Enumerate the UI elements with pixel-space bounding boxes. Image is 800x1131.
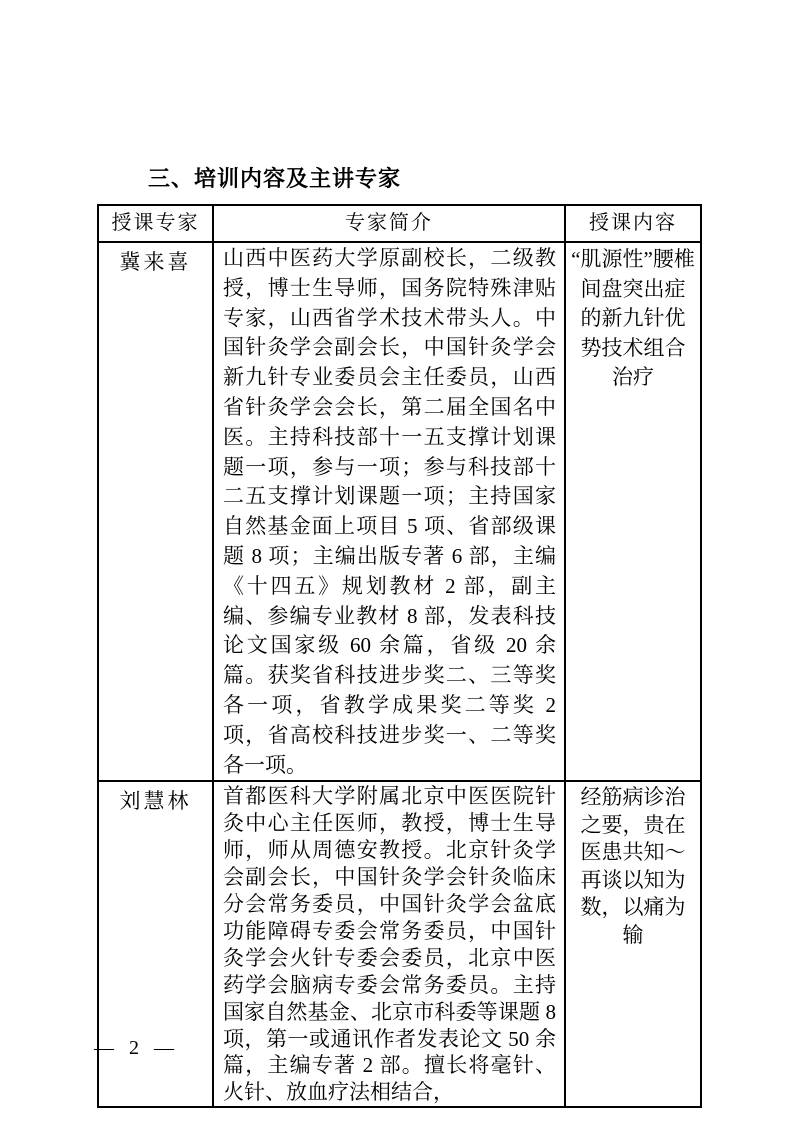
page-number: — 2 — [94, 1037, 174, 1059]
table-header-row [98, 205, 701, 242]
course-topic: 经筋病诊治之要，贵在医患共知～再谈以知为数，以痛为输 [565, 781, 701, 1107]
expert-name: 冀来喜 [98, 242, 213, 781]
course-topic: “肌源性”腰椎间盘突出症的新九针优势技术组合治疗 [565, 242, 701, 781]
table-row [98, 781, 701, 1107]
expert-bio: 首都医科大学附属北京中医医院针灸中心主任医师，教授，博士生导师，师从周德安教授。北京针灸学会副会长，中国针灸学会针灸临床分会常务委员，中国针灸学会盆底功能障碍专委会常务委员，中国针灸学会火针专委会委员，北京中医药学会脑病专委会常务委员。主持国家自然基金、北京市科委等课题 8 项，第一或通讯作者发表论文 50 余篇，主编专著 2 部。擅长将毫针、火针、放血疗法相结合， [213, 781, 565, 1107]
table-row [98, 242, 701, 781]
col-header-bio: 专家简介 [213, 205, 565, 242]
expert-name: 刘慧林 [98, 781, 213, 1107]
section-title: 三、培训内容及主讲专家 [148, 166, 402, 191]
col-header-expert: 授课专家 [98, 205, 213, 242]
col-header-topic: 授课内容 [565, 205, 701, 242]
expert-bio: 山西中医药大学原副校长，二级教授，博士生导师，国务院特殊津贴专家，山西省学术技术带头人。中国针灸学会副会长，中国针灸学会新九针专业委员会主任委员，山西省针灸学会会长，第二届全国名中医。主持科技部十一五支撑计划课题一项，参与一项；参与科技部十二五支撑计划课题一项；主持国家自然基金面上项目 5 项、省部级课题 8 项；主编出版专著 6 部，主编《十四五》规划教材 2 部，副主编、参编专业教材 8 部，发表科技论文国家级 60 余篇，省级 20 余篇。获奖省科技进步奖二、三等奖各一项，省教学成果奖二等奖 2 项，省高校科技进步奖一、二等奖各一项。 [213, 242, 565, 781]
training-table [97, 204, 702, 1108]
